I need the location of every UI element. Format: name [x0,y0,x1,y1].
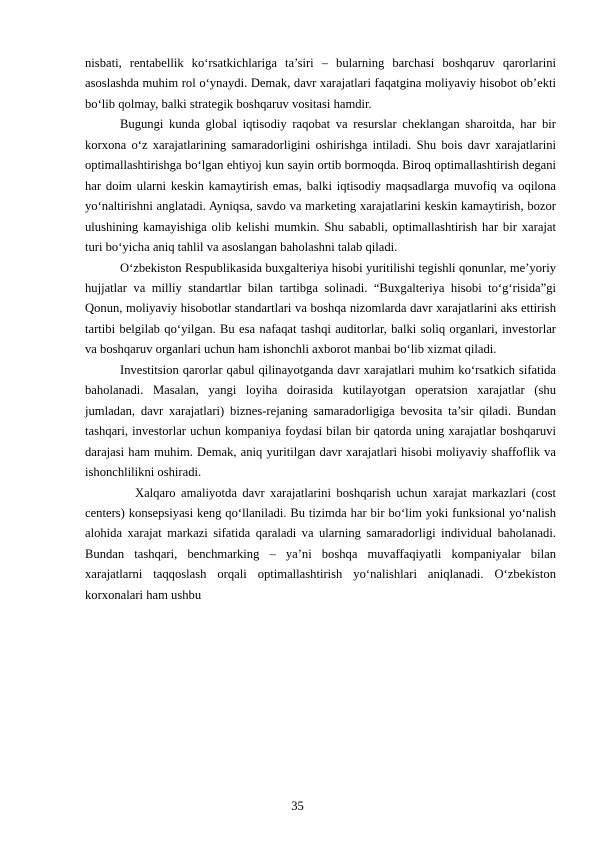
page-number: 35 [291,799,304,813]
paragraph-continuation: nisbati, rentabellik ko‘rsatkichlariga ta’siri – bularning barchasi boshqaruv qarorlarini asoslashda muhim rol o‘ynaydi. Demak, davr xarajatlari faqatgina moliyaviy hisobot ob’ekti bo‘lib qolmay, balki strategik boshqaruv vositasi hamdir. [85,56,556,111]
document-body [85,53,556,605]
paragraph-international-practice: Xalqaro amaliyotda davr xarajatlarini boshqarish uchun xarajat markazlari (cost centers) konsepsiyasi keng qo‘llaniladi. Bu tizimda har bir bo‘lim yoki funksional yo‘nalish alohida xarajat markazi sifatida qaraladi va ularning samaradorligi individual baholanadi. Bundan tashqari, benchmarking – ya’ni boshqa muvaffaqiyatli kompaniyalar bilan xarajatlarni taqqoslash orqali optimallashtirish yo‘nalishlari aniqlanadi. O‘zbekiston korxonalari ham ushbu [85,485,556,602]
paragraph-investment: Investitsion qarorlar qabul qilinayotganda davr xarajatlari muhim ko‘rsatkich sifatida baholanadi. Masalan, yangi loyiha doirasida kutilayotgan operatsion xarajatlar (shu jumladan, davr xarajatlari) biznes-rejaning samaradorligiga bevosita ta’sir qiladi. Bundan tashqari, investorlar uchun kompaniya foydasi bilan bir qatorda uning xarajatlar boshqaruvi darajasi ham muhim. Demak, aniq yuritilgan davr xarajatlari hisobi moliyaviy shaffoflik va ishonchlilikni oshiradi. [85,362,556,480]
paragraph-regulation: O‘zbekiston Respublikasida buxgalteriya hisobi yuritilishi tegishli qonunlar, me’yoriy hujjatlar va milliy standartlar bilan tartibga solinadi. “Buxgalteriya hisobi to‘g‘risida”gi Qonun, moliyaviy hisobotlar standartlari va boshqa nizomlarda davr xarajatlarini aks ettirish tartibi belgilab qo‘yilgan. Bu esa nafaqat tashqi auditorlar, balki soliq organlari, investorlar va boshqaruv organlari uchun ham ishonchli axborot manbai bo‘lib xizmat qiladi. [85,260,556,357]
paragraph-optimization: Bugungi kunda global iqtisodiy raqobat va resurslar cheklangan sharoitda, har bir korxona o‘z xarajatlarining samaradorligini oshirishga intiladi. Shu bois davr xarajatlarini optimallashtirishga bo‘lgan ehtiyoj kun sayin ortib bormoqda. Biroq optimallashtirish degani har doim ularni keskin kamaytirish emas, balki iqtisodiy maqsadlarga muvofiq va oqilona yo‘naltirishni anglatadi. Ayniqsa, savdo va marketing xarajatlarini keskin kamaytirish, bozor ulushining kamayishiga olib kelishi mumkin. Shu sababli, optimallashtirish har bir xarajat turi bo‘yicha aniq tahlil va asoslangan baholashni talab qiladi. [85,117,556,255]
